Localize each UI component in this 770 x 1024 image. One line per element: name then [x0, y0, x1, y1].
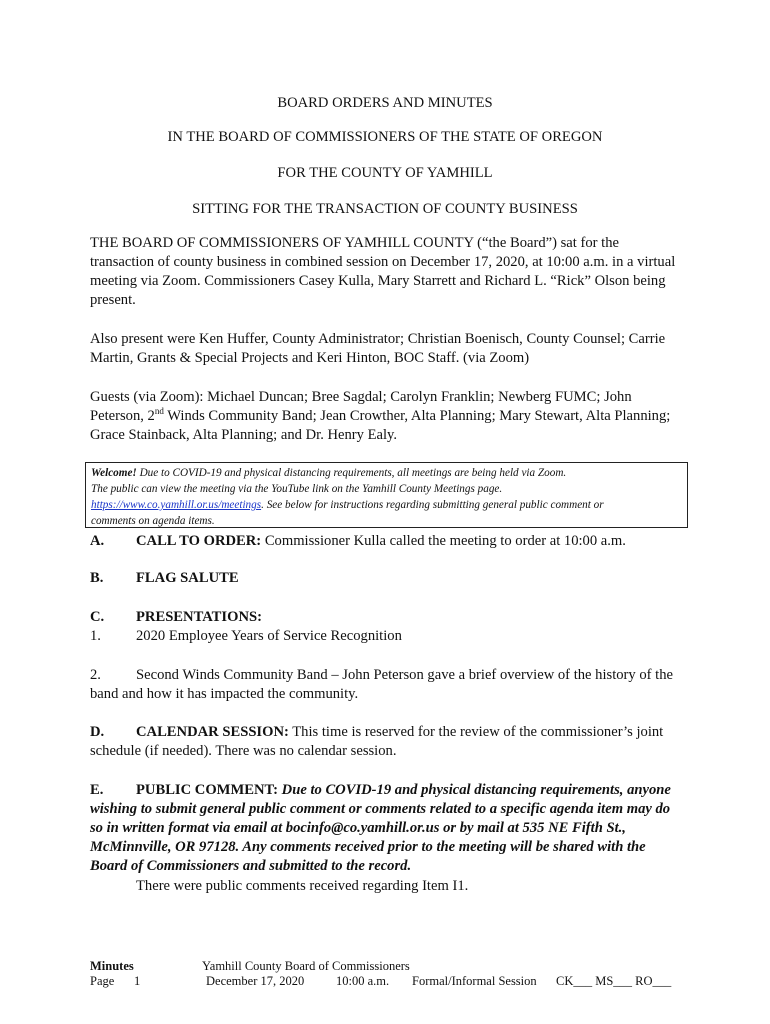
- welcome-notice-box: [85, 462, 688, 528]
- guests-text-1: Guests (via Zoom): Michael Duncan; Bree Sagdal; Carolyn Franklin; Newberg FUMC; John Peterson, 2: [90, 389, 632, 424]
- footer-label: Minutes: [90, 959, 134, 973]
- section-b-letter: B.: [90, 570, 104, 586]
- section-d: [90, 723, 665, 761]
- section-c-item-1-text: 2020 Employee Years of Service Recognition: [136, 628, 402, 644]
- section-e-text: Due to COVID-19 and physical distancing requirements, anyone wishing to submit general public comment or comments related to a specific agenda item may do so in written format via email at bocinfo@co.yamhill.or.us or by mail at 535 NE Fifth St., McMinnville, OR 97128. Any comments received prior to the meeting will be shared with the Board of Commissioners and submitted to the record.: [90, 782, 671, 874]
- guests-paragraph: [90, 388, 680, 445]
- footer-time: 10:00 a.m.: [336, 974, 390, 988]
- section-a-title: CALL TO ORDER:: [136, 533, 262, 549]
- heading-line-2: IN THE BOARD OF COMMISSIONERS OF THE STATE OF OREGON: [167, 129, 603, 145]
- welcome-text-3: . See below for instructions regarding submitting general public comment or: [261, 499, 604, 511]
- section-e-letter: E.: [90, 782, 104, 798]
- footer-organization: Yamhill County Board of Commissioners: [202, 959, 410, 973]
- section-a: [90, 532, 690, 551]
- guests-superscript: nd: [154, 406, 164, 417]
- welcome-text-1: Due to COVID-19 and physical distancing requirements, all meetings are being held via Zoom.: [136, 467, 567, 479]
- heading-line-4: SITTING FOR THE TRANSACTION OF COUNTY BUSINESS: [192, 201, 578, 217]
- welcome-line-4: comments on agenda items.: [91, 515, 215, 527]
- heading-line-1: BOARD ORDERS AND MINUTES: [277, 95, 493, 111]
- section-c-title: PRESENTATIONS:: [136, 609, 262, 625]
- section-c: [90, 608, 690, 627]
- footer-session-type: Formal/Informal Session: [412, 974, 537, 988]
- section-c-item-2-text: Second Winds Community Band – John Peterson gave a brief overview of the history of the band and how it has impacted the community.: [90, 667, 673, 702]
- section-c-item-2: [90, 666, 675, 704]
- footer-page-label: Page: [90, 974, 115, 988]
- welcome-line-3: [91, 497, 682, 513]
- section-d-text: This time is reserved for the review of the commissioner’s joint schedule (if needed). There was no calendar session.: [90, 724, 664, 759]
- welcome-line-2: The public can view the meeting via the YouTube link on the Yamhill County Meetings page.: [91, 483, 503, 495]
- also-present-paragraph: Also present were Ken Huffer, County Administrator; Christian Boenisch, County Counsel; Carrie Martin, Grants & Special Projects and Keri Hinton, BOC Staff. (via Zoom): [90, 331, 666, 366]
- intro-paragraph: THE BOARD OF COMMISSIONERS OF YAMHILL COUNTY (“the Board”) sat for the transaction of county business in combined session on December 17, 2020, at 10:00 a.m. in a virtual meeting via Zoom. Commissioners Casey Kulla, Mary Starrett and Richard L. “Rick” Olson being present.: [90, 235, 676, 308]
- footer-initials: CK___ MS___ RO___: [556, 974, 672, 988]
- section-b: [90, 569, 690, 588]
- footer-page-number: 1: [134, 974, 141, 988]
- section-b-title: FLAG SALUTE: [136, 570, 239, 586]
- section-a-letter: A.: [90, 533, 105, 549]
- section-c-letter: C.: [90, 609, 105, 625]
- section-e-note: There were public comments received regarding Item I1.: [136, 878, 469, 894]
- welcome-line-1: [91, 465, 682, 481]
- section-d-title: CALENDAR SESSION:: [136, 724, 289, 740]
- meetings-page-link[interactable]: https://www.co.yamhill.or.us/meetings: [91, 499, 262, 511]
- section-a-text: Commissioner Kulla called the meeting to order at 10:00 a.m.: [261, 533, 626, 549]
- section-c-item-2-number: 2.: [90, 667, 101, 683]
- footer-date: December 17, 2020: [206, 974, 305, 988]
- section-c-item-1: [90, 627, 690, 646]
- section-e: [90, 781, 682, 876]
- guests-text-2: Winds Community Band; Jean Crowther, Alta Planning; Mary Stewart, Alta Planning; Grace Stainback, Alta Planning; and Dr. Henry Ealy.: [90, 408, 671, 443]
- welcome-lead: Welcome!: [91, 467, 137, 479]
- heading-line-3: FOR THE COUNTY OF YAMHILL: [277, 165, 493, 181]
- section-e-title: PUBLIC COMMENT:: [136, 782, 279, 798]
- section-c-item-1-number: 1.: [90, 628, 101, 644]
- section-d-letter: D.: [90, 724, 105, 740]
